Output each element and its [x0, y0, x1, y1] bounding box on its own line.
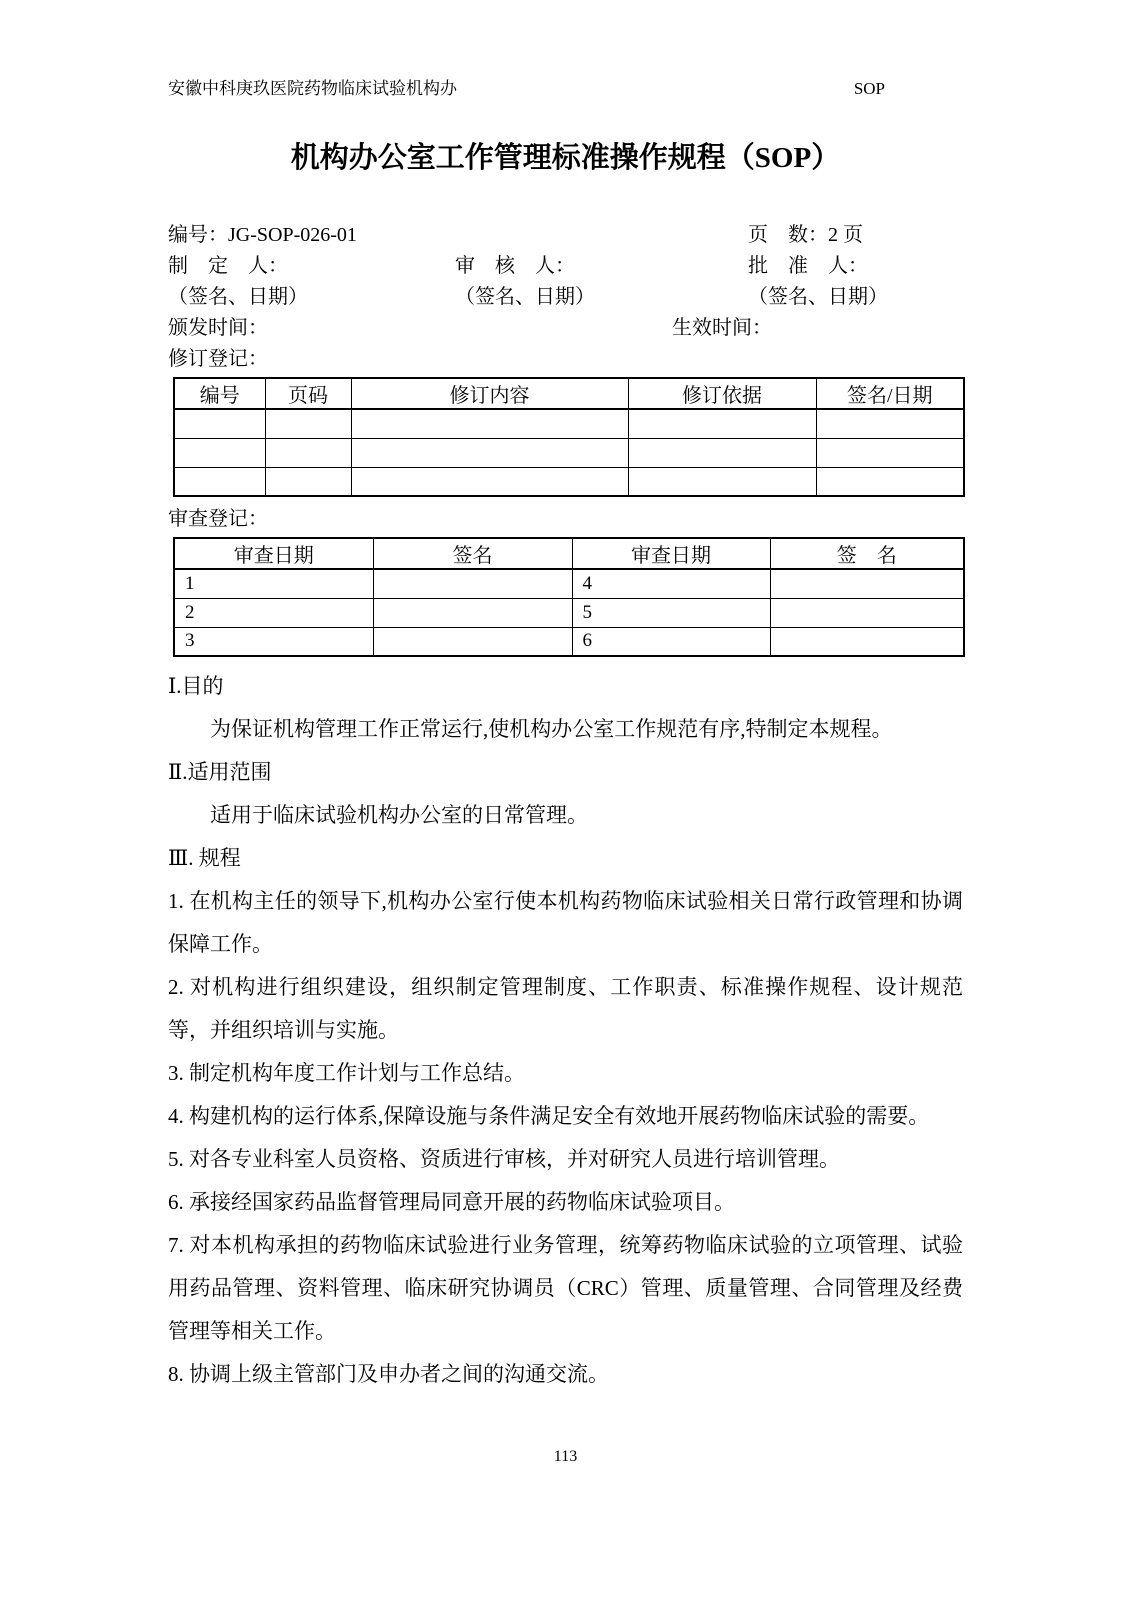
table-row [174, 598, 964, 627]
sign-date-placeholder: （签名、日期） [748, 286, 888, 308]
table-cell [174, 438, 265, 467]
table-cell [770, 598, 964, 627]
table-row [174, 467, 964, 496]
column-header: 审查日期 [572, 538, 770, 569]
table-cell [265, 467, 351, 496]
meta-row-dates [168, 313, 963, 344]
procedure-item: 7. 对本机构承担的药物临床试验进行业务管理，统筹药物临床试验的立项管理、试验用药品管理、资料管理、临床研究协调员（CRC）管理、质量管理、合同管理及经费管理等相关工作。 [168, 1233, 963, 1343]
page-number: 113 [553, 1448, 578, 1465]
table-cell: 5 [572, 598, 770, 627]
column-header: 编号 [174, 378, 265, 409]
procedure-item: 5. 对各专业科室人员资格、资质进行审核，并对研究人员进行培训管理。 [168, 1147, 840, 1171]
approver-label: 批 准 人： [748, 255, 868, 277]
header-org-name: 安徽中科庚玖医院药物临床试验机构办 [168, 79, 457, 98]
table-cell [174, 409, 265, 438]
review-table [173, 537, 965, 657]
revision-table-header-row [174, 378, 964, 409]
reviewer-label: 审 核 人： [455, 255, 575, 277]
table-cell [816, 467, 964, 496]
procedure-item: 6. 承接经国家药品监督管理局同意开展的药物临床试验项目。 [168, 1190, 735, 1214]
column-header: 修订依据 [628, 378, 816, 409]
table-row [174, 438, 964, 467]
table-cell [265, 409, 351, 438]
column-header: 签名 [373, 538, 572, 569]
table-row [174, 569, 964, 598]
table-cell [816, 409, 964, 438]
document-title: 机构办公室工作管理标准操作规程（SOP） [290, 142, 841, 174]
section-heading-purpose: Ⅰ.目的 [168, 674, 224, 698]
running-header [168, 78, 963, 100]
review-table-header-row [174, 538, 964, 569]
header-sop-label: SOP [853, 79, 885, 98]
table-cell: 6 [572, 627, 770, 656]
revision-log-label: 修订登记： [168, 348, 268, 370]
table-cell [770, 627, 964, 656]
review-log-label: 审查登记： [168, 508, 268, 530]
table-cell [373, 598, 572, 627]
table-cell [265, 438, 351, 467]
table-cell [351, 438, 628, 467]
meta-row-roles [168, 251, 963, 282]
meta-block [168, 220, 963, 374]
procedure-item: 8. 协调上级主管部门及申办者之间的沟通交流。 [168, 1362, 609, 1386]
table-cell [351, 467, 628, 496]
purpose-text: 为保证机构管理工作正常运行,使机构办公室工作规范有序,特制定本规程。 [210, 717, 893, 741]
column-header: 修订内容 [351, 378, 628, 409]
procedure-item: 4. 构建机构的运行体系,保障设施与条件满足安全有效地开展药物临床试验的需要。 [168, 1104, 930, 1128]
table-cell [373, 627, 572, 656]
column-header: 审查日期 [174, 538, 373, 569]
procedure-item: 1. 在机构主任的领导下,机构办公室行使本机构药物临床试验相关日常行政管理和协调保障工作。 [168, 889, 963, 956]
table-cell: 4 [572, 569, 770, 598]
table-cell: 3 [174, 627, 373, 656]
page-count: 页 数：2 页 [748, 224, 863, 246]
section-heading-scope: Ⅱ.适用范围 [168, 760, 272, 784]
table-cell [628, 467, 816, 496]
column-header: 页码 [265, 378, 351, 409]
document-body [168, 665, 963, 1396]
maker-label: 制 定 人： [168, 255, 288, 277]
procedure-item: 2. 对机构进行组织建设，组织制定管理制度、工作职责、标准操作规程、设计规范等，并组织培训与实施。 [168, 975, 963, 1042]
document-content [168, 0, 963, 1396]
table-cell [174, 467, 265, 496]
revision-table [173, 377, 965, 497]
table-cell [628, 409, 816, 438]
table-cell: 1 [174, 569, 373, 598]
effective-time-label: 生效时间： [672, 317, 772, 339]
table-row [174, 409, 964, 438]
table-cell [816, 438, 964, 467]
column-header: 签 名 [770, 538, 964, 569]
procedure-item: 3. 制定机构年度工作计划与工作总结。 [168, 1061, 525, 1085]
section-heading-procedure: Ⅲ. 规程 [168, 846, 241, 870]
doc-number: 编号：JG-SOP-026-01 [168, 224, 357, 246]
column-header: 签名/日期 [816, 378, 964, 409]
table-cell: 2 [174, 598, 373, 627]
table-cell [628, 438, 816, 467]
issue-time-label: 颁发时间： [168, 317, 268, 339]
table-cell [770, 569, 964, 598]
sign-date-placeholder: （签名、日期） [455, 286, 595, 308]
table-cell [351, 409, 628, 438]
scope-text: 适用于临床试验机构办公室的日常管理。 [210, 803, 588, 827]
table-row [174, 627, 964, 656]
meta-row-signatures [168, 282, 963, 313]
table-cell [373, 569, 572, 598]
meta-row-number [168, 220, 963, 251]
sign-date-placeholder: （签名、日期） [168, 286, 308, 308]
